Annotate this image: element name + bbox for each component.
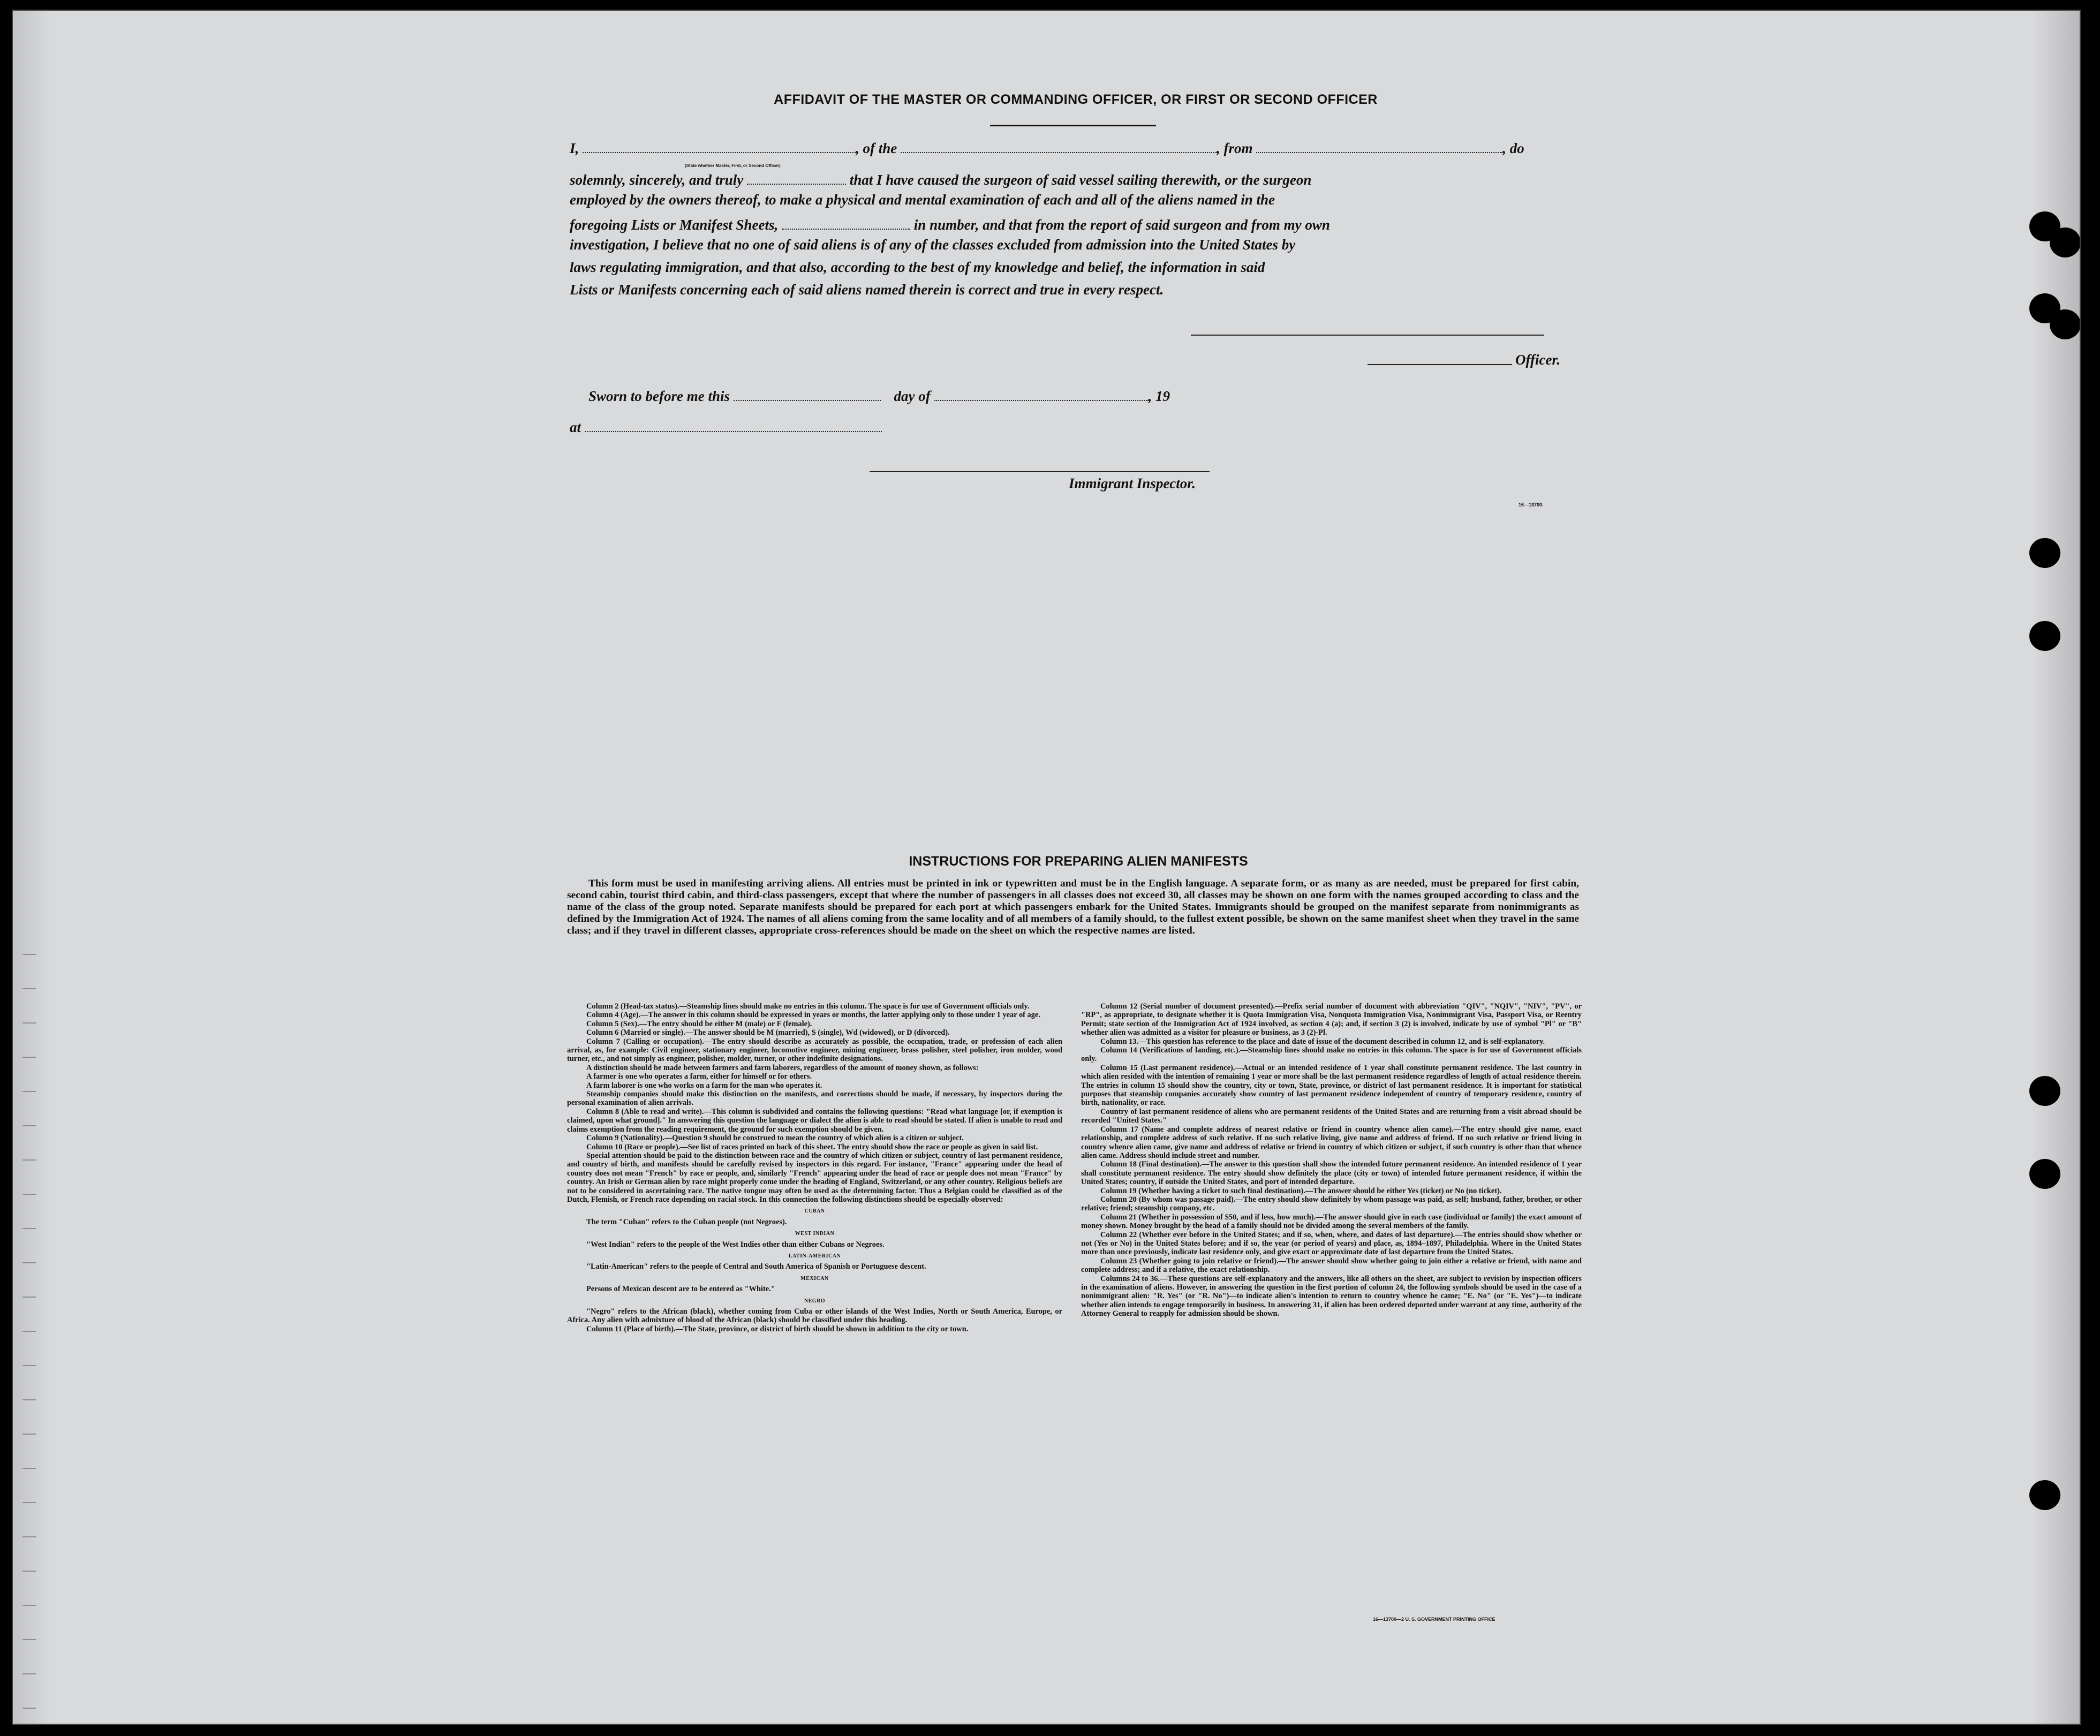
oath-blank <box>747 169 846 185</box>
col-15-note: Column 15 (Last permanent residence).—Actual or an intended residence of 1 year shall constitute permanent residence. The last country in which alien resided with the intention of remaining 1 year or more shall be the last permanent residence regardless of length of actual residence therein. The entries in column 15 should show the country, city or town, State, province, or district of last permanent residence. It is important for statistical purposes that steamship companies accurately show country of last permanent residence independent of country of temporary residence, country of birth, nationality, or race. <box>1081 1063 1582 1108</box>
punch-hole <box>2029 1159 2060 1189</box>
latin-american-note: "Latin-American" refers to the people of Central and South America of Spanish or Portuguese descent. <box>586 1262 926 1271</box>
punch-hole <box>2050 309 2081 339</box>
text: I, <box>570 140 579 156</box>
sworn-month-blank <box>934 385 1149 401</box>
punch-hole <box>2029 1076 2060 1106</box>
at-label: at <box>570 419 581 435</box>
farmer-note: A farmer is one who operates a farm, either for himself or for others. <box>586 1072 812 1081</box>
text: day of <box>894 388 931 404</box>
latin-american-heading: LATIN-AMERICAN <box>788 1253 841 1259</box>
inspector-label: Immigrant Inspector. <box>1069 475 1196 491</box>
affidavit-line-5: investigation, I believe that no one of said aliens is of any of the classes excluded from admission into the United States by <box>570 237 1296 253</box>
port-blank <box>1256 138 1502 153</box>
col-10-note: Column 10 (Race or people).—See list of races printed on back of this sheet. The entry should show the race or people as given in said list. <box>586 1142 1038 1151</box>
instructions-left-column <box>567 1002 1062 1333</box>
officer-rank-hint: (State whether Master, First, or Second Officer) <box>685 163 781 168</box>
col-17-note: Column 17 (Name and complete address of nearest relative or friend in country whence alien came).—The entry should give name, exact relationship, and complete address of such relative. If no such relative living, give name and address of friend. If no such relative or friend living in country whence alien came, give name and address of relative or friend in country of which citizen or subject, if such country is other than that whence alien came. Address should include street and number. <box>1081 1125 1582 1160</box>
col-14-note: Column 14 (Verifications of landing, etc.).—Steamship lines should make no entries in this column. The space is for use of Government officials only. <box>1081 1046 1582 1064</box>
cuban-heading: CUBAN <box>804 1208 825 1215</box>
affidavit-line-2 <box>570 169 1576 188</box>
laborer-note: A farm laborer is one who works on a farm for the man who operates it. <box>586 1081 822 1090</box>
instructions-title: INSTRUCTIONS FOR PREPARING ALIEN MANIFESTS <box>909 854 1248 869</box>
col-20-note: Column 20 (By whom was passage paid).—The entry should show definitely by whom passage was paid, as self; husband, father, brother, or other relative; friend; steamship company, etc. <box>1081 1195 1582 1213</box>
country-note: Country of last permanent residence of aliens who are permanent residents of the United States and are returning from a visit abroad should be recorded "United States." <box>1081 1107 1582 1125</box>
title-rule <box>990 125 1156 126</box>
col-24-36-note: Columns 24 to 36.—These questions are self-explanatory and the answers, like all others on the sheet, are subject to revision by inspection officers in the examination of aliens. However, in answering the question in the first portion of column 24, the following symbols should be used in the case of a nonimmigrant alien: "R. Yes" (or "R. No")—to indicate alien's intention to return to country whence he came; "E. No" (or "E. Yes")—to indicate whether alien intends to engage temporarily in business. In answering 31, if alien has been ordered deported under warrant at any time, authority of the Attorney General to reapply for admission should be shown. <box>1081 1274 1582 1318</box>
text: in number, and that from the report of said surgeon and from my own <box>913 217 1330 233</box>
at-place-blank <box>585 416 882 432</box>
col-19-note: Column 19 (Whether having a ticket to such final destination).—The answer should be either Yes (ticket) or No (no ticket). <box>1100 1186 1502 1195</box>
cuban-note: The term "Cuban" refers to the Cuban people (not Negroes). <box>586 1217 787 1226</box>
text: solemnly, sincerely, and truly <box>570 172 744 188</box>
col-2-note: Column 2 (Head-tax status).—Steamship lines should make no entries in this column. The space is for use of Government officials only. <box>586 1002 1030 1011</box>
text: Sworn to before me this <box>588 388 730 404</box>
text: that I have caused the surgeon of said vessel sailing therewith, or the surgeon <box>849 172 1312 188</box>
affidavit-line-4 <box>570 214 1576 233</box>
instructions-right-column <box>1081 1002 1582 1318</box>
col-12-note: Column 12 (Serial number of document presented).—Prefix serial number of document with abbreviation "QIV", "NQIV", "NIV", "PV", or "RP", as appropriate, to designate whether it is Quota Immigration Visa, Nonquota Immigration Visa, Nonimmigrant Visa, Passport Visa, or Reentry Permit; state section of the Immigration Act of 1924 involved, as section 4 (a); and, if section 3 (2) is involved, indicate by use of symbol "Pl" or "B" whether alien was admitted as a visitor for pleasure or business, as 3 (2)-Pl. <box>1081 1002 1582 1037</box>
col-11-note: Column 11 (Place of birth).—The State, province, or district of birth should be shown in addition to the city or town. <box>586 1324 969 1333</box>
mexican-note: Persons of Mexican descent are to be entered as "White." <box>586 1285 775 1294</box>
sworn-text <box>588 385 1170 405</box>
punch-hole <box>2029 1480 2060 1510</box>
name-blank <box>583 138 856 153</box>
right-edge-shadow <box>2031 11 2080 1724</box>
west-indian-note: "West Indian" refers to the people of the West Indies other than either Cubans or Negroes. <box>586 1240 885 1249</box>
text: , 19 <box>1148 388 1170 404</box>
col-18-note: Column 18 (Final destination).—The answer to this question shall show the intended future permanent residence. An intended residence of 1 year shall constitute permanent residence. The entry should show definitely the place (city or town) of intended future permanent residence, if within the United States; country, if outside the United States, and port of intended departure. <box>1081 1160 1582 1187</box>
punch-hole <box>2050 228 2081 257</box>
west-indian-heading: WEST INDIAN <box>795 1231 835 1237</box>
text: , of the <box>856 140 897 156</box>
form-number: 16—13700. <box>1519 502 1544 507</box>
col-21-note: Column 21 (Whether in possession of $50, and if less, how much).—The answer should give in each case (individual or family) the exact amount of money shown. Money brought by the head of a family should not be divided among the several members of the family. <box>1081 1212 1582 1231</box>
race-note: Special attention should be paid to the distinction between race and the country of which citizen or subject, country of last permanent residence, and country of birth, and manifests should be carefully revised by inspectors in this regard. For instance, "France" appearing under the head of country does not mean "French" by race or people, and, similarly "French" appearing under the head of race or people does not mean "France" by country. An Irish or German alien by race might properly come under the heading of England, Switzerland, or any other country. Religious beliefs are not to be considered in ascertaining race. The native tongue may often be used as the determining factor. Thus a Belgian could be classified as of the Dutch, Flemish, or French race depending on racial stock. In this connection the following distinctions should be especially observed: <box>567 1151 1062 1204</box>
vessel-blank <box>901 138 1217 153</box>
col-9-note: Column 9 (Nationality).—Question 9 should be construed to mean the country of which alien is a citizen or subject. <box>586 1134 964 1143</box>
col-13-note: Column 13.—This question has reference to the place and date of issue of the document described in column 12, and is self-explanatory. <box>1100 1037 1545 1046</box>
text: foregoing Lists or Manifest Sheets, <box>570 217 779 233</box>
col-23-note: Column 23 (Whether going to join relative or friend).—The answer should show whether going to join either a relative or friend, with name and complete address; and if a relative, the exact relationship. <box>1081 1256 1582 1275</box>
affidavit-title: AFFIDAVIT OF THE MASTER OR COMMANDING OFFICER, OR FIRST OR SECOND OFFICER <box>774 92 1378 107</box>
mexican-heading: MEXICAN <box>800 1275 829 1282</box>
count-blank <box>782 214 910 230</box>
col-7-note: Column 7 (Calling or occupation).—The entry should describe as accurately as possible, the occupation, trade, or profession of each alien arrival, as, for example: Civil engineer, stationary engineer, locomotive engineer, mining engineer, brass polisher, steel polisher, iron molder, wood turner, etc., and not simply as engineer, polisher, molder, turner, or other indefinite designations. <box>567 1037 1062 1064</box>
steamship-note: Steamship companies should make this distinction on the manifests, and corrections should be made, if necessary, by inspectors during the personal examination of alien arrivals. <box>567 1090 1062 1108</box>
affidavit-line-7: Lists or Manifests concerning each of said aliens named therein is correct and true in every respect. <box>570 282 1164 298</box>
affidavit-line-6: laws regulating immigration, and that also, according to the best of my knowledge and belief, the information in said <box>570 259 1265 275</box>
text: , from <box>1217 140 1253 156</box>
officer-label: Officer. <box>1515 352 1561 368</box>
col-22-note: Column 22 (Whether ever before in the United States; and if so, when, where, and dates of last departure).—The entries should show whether or not (Yes or No) in the United States before; and if so, the year (or period of years) and place, as, 1894–1897, Philadelphia. Where in the United States more than once previously, indicate last residence only, and give exact or approximate date of last departure from the United States. <box>1081 1230 1582 1257</box>
sworn-day-blank <box>734 385 881 401</box>
signature-line <box>1191 335 1544 336</box>
left-margin-grid-marks <box>22 921 36 1713</box>
negro-heading: NEGRO <box>804 1298 826 1304</box>
col-8-note: Column 8 (Able to read and write).—This column is subdivided and contains the following questions: "Read what language [or, if exemption is claimed, upon what ground]." In answering this question the language or dialect the alien is able to read should be stated. If alien is unable to read and claims exemption from the reading requirement, the ground for such exemption should be given. <box>567 1107 1062 1134</box>
affidavit-line-1 <box>570 138 1576 157</box>
manifest-back-sheet <box>12 10 2081 1725</box>
officer-line <box>1368 364 1512 365</box>
negro-note: "Negro" refers to the African (black), whether coming from Cuba or other islands of the West Indies, North or South America, Europe, or Africa. Any alien with admixture of blood of the African (black) should be classified under this heading. <box>567 1307 1062 1325</box>
punch-hole <box>2029 538 2060 568</box>
punch-hole <box>2029 621 2060 651</box>
col-5-note: Column 5 (Sex).—The entry should be either M (male) or F (female). <box>586 1019 812 1028</box>
affidavit-line-3: employed by the owners thereof, to make a physical and mental examination of each and all of the aliens named in the <box>570 192 1275 208</box>
col-6-note: Column 6 (Married or single).—The answer should be M (married), S (single), Wd (widowed), or D (divorced). <box>586 1028 950 1037</box>
text: , do <box>1502 140 1524 156</box>
col-4-note: Column 4 (Age).—The answer in this column should be expressed in years or months, the latter applying only to those under 1 year of age. <box>586 1011 1040 1020</box>
inspector-line <box>870 471 1210 472</box>
printing-office-footer: 16—13700—2 U. S. GOVERNMENT PRINTING OFFICE <box>1373 1617 1495 1622</box>
farm-note: A distinction should be made between farmers and farm laborers, regardless of the amount of money shown, as follows: <box>586 1063 979 1072</box>
instructions-intro: This form must be used in manifesting arriving aliens. All entries must be printed in ink or typewritten and must be in the English language. A separate form, or as many as are needed, must be prepared for first cabin, second cabin, tourist third cabin, and third-class passengers, except that where the number of passengers in all classes does not exceed 30, all classes may be shown on one form with the names grouped according to class and the name of the class of the group noted. Separate manifests should be prepared for each port at which passengers embark for the United States. Immigrants should be grouped on the manifest separate from nonimmigrants as defined by the Immigration Act of 1924. The names of all aliens coming from the same locality and of all members of a family should, to the fullest extent possible, be shown on the same manifest sheet when they travel in the same class; and if they travel in different classes, appropriate cross-references should be made on the sheet on which the respective names are listed. <box>567 878 1579 936</box>
at-line <box>570 416 882 436</box>
